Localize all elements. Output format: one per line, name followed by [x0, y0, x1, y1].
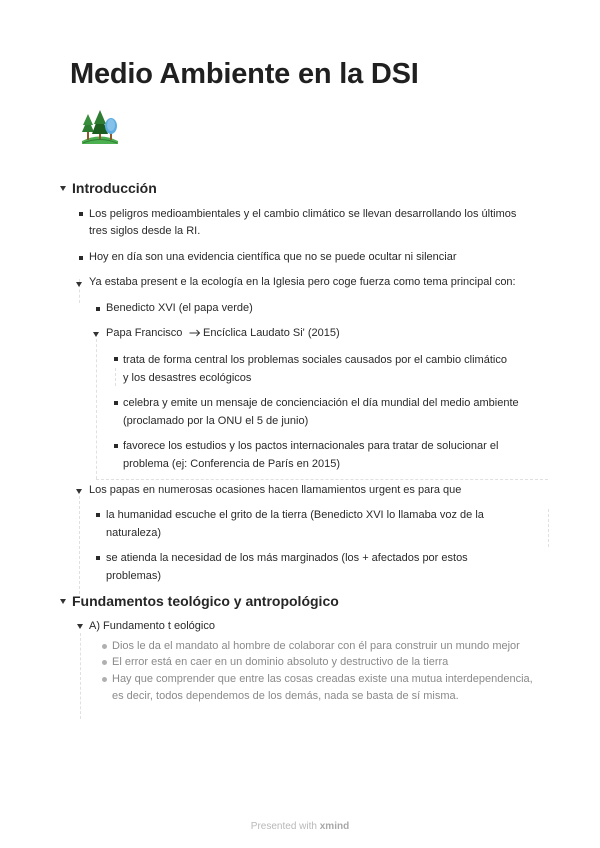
footer-brand[interactable]: xmind — [319, 821, 350, 832]
list-item: Los papas en numerosas ocasiones hacen llamamientos urgent es para que — [89, 484, 462, 496]
bullet-icon — [102, 660, 107, 665]
guide-line — [548, 509, 549, 547]
list-item: problemas) — [106, 570, 162, 582]
list-item: es decir, todos dependemos de los demás, nada se basta de sí misma. — [112, 690, 459, 702]
list-item: Benedicto XVI (el papa verde) — [106, 302, 253, 314]
guide-line — [115, 368, 116, 386]
guide-line — [80, 633, 81, 719]
section-heading: Fundamentos teológico y antropológico — [72, 593, 339, 609]
collapse-toggle-icon[interactable] — [60, 186, 66, 191]
list-item: celebra y emite un mensaje de concienciación el día mundial del medio ambiente — [123, 397, 519, 409]
page-title: Medio Ambiente en la DSI — [70, 58, 419, 90]
bullet-icon — [96, 513, 100, 517]
bullet-icon — [79, 212, 83, 216]
collapse-toggle-icon[interactable] — [93, 332, 99, 337]
list-item: Hay que comprender que entre las cosas creadas existe una mutua interdependencia, — [112, 673, 533, 685]
list-item: Encíclica Laudato Si' (2015) — [203, 327, 340, 339]
list-item: Dios le da el mandato al hombre de colaborar con él para construir un mundo mejor — [112, 640, 520, 652]
list-item: problema (ej: Conferencia de París en 2015) — [123, 458, 341, 470]
list-item: Los peligros medioambientales y el cambio climático se llevan desarrollando los últimos — [89, 208, 517, 220]
list-item: naturaleza) — [106, 527, 162, 539]
guide-line — [96, 479, 548, 480]
section-heading: Introducción — [72, 180, 157, 196]
collapse-toggle-icon[interactable] — [76, 489, 82, 494]
arrow-right-icon — [189, 329, 201, 337]
list-item: la humanidad escuche el grito de la tierra (Benedicto XVI lo llamaba voz de la — [106, 509, 484, 521]
bullet-icon — [96, 556, 100, 560]
footer-prefix: Presented with — [250, 821, 317, 832]
bullet-icon — [114, 401, 118, 405]
list-item: tres siglos desde la RI. — [89, 225, 201, 237]
list-item: favorece los estudios y los pactos internacionales para tratar de solucionar el — [123, 440, 499, 452]
forest-trees-icon — [80, 110, 120, 146]
guide-line — [79, 496, 80, 594]
bullet-icon — [102, 644, 107, 649]
bullet-icon — [96, 307, 100, 311]
list-item: se atienda la necesidad de los más marginados (los + afectados por estos — [106, 552, 468, 564]
list-item: (proclamado por la ONU el 5 de junio) — [123, 415, 309, 427]
collapse-toggle-icon[interactable] — [60, 599, 66, 604]
collapse-toggle-icon[interactable] — [76, 282, 82, 287]
bullet-icon — [114, 444, 118, 448]
list-item: El error está en caer en un dominio absoluto y destructivo de la tierra — [112, 656, 449, 668]
bullet-icon — [79, 256, 83, 260]
list-item: Papa Francisco — [106, 327, 183, 339]
list-item: trata de forma central los problemas sociales causados por el cambio climático — [123, 354, 507, 366]
list-item: A) Fundamento t eológico — [89, 620, 215, 632]
list-item: Ya estaba present e la ecología en la Iglesia pero coge fuerza como tema principal con: — [89, 276, 516, 288]
list-item: Hoy en día son una evidencia científica que no se puede ocultar ni silenciar — [89, 251, 457, 263]
bullet-icon — [114, 357, 118, 361]
collapse-toggle-icon[interactable] — [77, 624, 83, 629]
guide-line — [96, 339, 97, 479]
bullet-icon — [102, 677, 107, 682]
list-item: y los desastres ecológicos — [123, 372, 252, 384]
footer-credit — [0, 821, 600, 832]
